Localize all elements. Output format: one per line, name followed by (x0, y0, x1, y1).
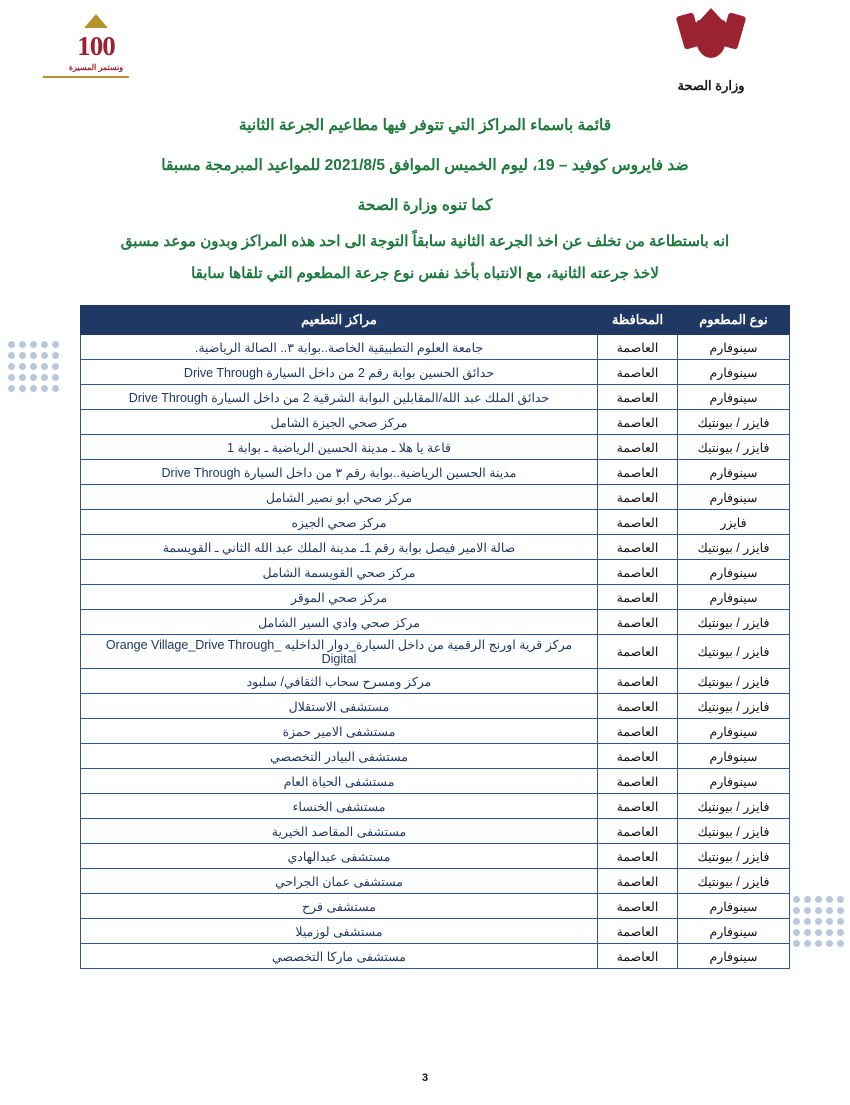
cell-governorate: العاصمة (598, 510, 678, 535)
cell-governorate: العاصمة (598, 410, 678, 435)
cell-center-name: مستشفى فرح (81, 894, 598, 919)
table-row (81, 819, 790, 844)
cell-center-name: مستشفى المقاصد الخيرية (81, 819, 598, 844)
title-note: انه باستطاعة من تخلف عن اخذ الجرعة الثانية سابقاً التوجة الى احد هذه المراكز وبدون موعد مسبق لاخذ جرعته الثانية، مع الانتباه بأخذ نفس نوع جرعة المطعوم التي تلقاها سابقا (120, 233, 730, 282)
cell-governorate: العاصمة (598, 560, 678, 585)
ministry-of-health-logo (636, 8, 786, 94)
cell-center-name: مستشفى عبدالهادي (81, 844, 598, 869)
title-line-3: كما تنوه وزارة الصحة (357, 197, 493, 214)
cell-vaccine-type: فايزر / بيونتيك (678, 610, 790, 635)
table-row (81, 435, 790, 460)
cell-center-name: حدائق الحسين بوابة رقم 2 من داخل السيارة Drive Through (81, 360, 598, 385)
cell-governorate: العاصمة (598, 794, 678, 819)
cell-governorate: العاصمة (598, 360, 678, 385)
table-row (81, 560, 790, 585)
page-number: 3 (421, 1072, 429, 1084)
cell-vaccine-type: سينوفارم (678, 919, 790, 944)
cell-governorate: العاصمة (598, 610, 678, 635)
cell-vaccine-type: فايزر / بيونتيك (678, 435, 790, 460)
table-row (81, 635, 790, 669)
table-row (81, 585, 790, 610)
cell-vaccine-type: سينوفارم (678, 719, 790, 744)
decorative-dots-left (4, 341, 59, 396)
cell-vaccine-type: فايزر / بيونتيك (678, 635, 790, 669)
coat-shield (696, 20, 726, 58)
table-row (81, 610, 790, 635)
cell-vaccine-type: فايزر / بيونتيك (678, 844, 790, 869)
title-block (0, 106, 850, 290)
cell-vaccine-type: سينوفارم (678, 744, 790, 769)
cell-vaccine-type: سينوفارم (678, 894, 790, 919)
table-row (81, 694, 790, 719)
cell-center-name: مركز ومسرح سحاب الثقافي/ سلبود (81, 669, 598, 694)
table-row (81, 869, 790, 894)
cell-vaccine-type: سينوفارم (678, 360, 790, 385)
cell-governorate: العاصمة (598, 744, 678, 769)
cell-governorate: العاصمة (598, 485, 678, 510)
table-row (81, 769, 790, 794)
table-row (81, 335, 790, 360)
jordan-100-logo (46, 14, 146, 76)
cell-vaccine-type: فايزر / بيونتيك (678, 410, 790, 435)
cell-governorate: العاصمة (598, 894, 678, 919)
cell-center-name: مستشفى الخنساء (81, 794, 598, 819)
cell-vaccine-type: فايزر / بيونتيك (678, 694, 790, 719)
cell-vaccine-type: سينوفارم (678, 485, 790, 510)
cell-governorate: العاصمة (598, 844, 678, 869)
cell-governorate: العاصمة (598, 335, 678, 360)
table-row (81, 944, 790, 969)
jordan-100-logo-mark (63, 14, 129, 76)
cell-center-name: مركز صحي الجيزة الشامل (81, 410, 598, 435)
cell-vaccine-type: فايزر (678, 510, 790, 535)
cell-governorate: العاصمة (598, 769, 678, 794)
table-row (81, 410, 790, 435)
table-row (81, 460, 790, 485)
crown-icon (83, 14, 109, 30)
cell-vaccine-type: سينوفارم (678, 769, 790, 794)
table-row (81, 919, 790, 944)
cell-center-name: مركز صحي الموقر (81, 585, 598, 610)
title-line-1: قائمة باسماء المراكز التي تتوفر فيها مطاعيم الجرعة الثانية (238, 117, 612, 134)
cell-center-name: مستشفى البيادر التخصصي (81, 744, 598, 769)
table-row (81, 894, 790, 919)
cell-center-name: مستشفى الامير حمزة (81, 719, 598, 744)
cell-governorate: العاصمة (598, 669, 678, 694)
cell-center-name: مستشفى الاستقلال (81, 694, 598, 719)
cell-governorate: العاصمة (598, 719, 678, 744)
table-row (81, 794, 790, 819)
table-row (81, 485, 790, 510)
coat-crown-icon (700, 8, 722, 20)
column-header-governorate: المحافظة (598, 306, 678, 335)
ministry-label: وزارة الصحة (677, 78, 745, 93)
table-row (81, 669, 790, 694)
jordan-100-number: 100 (77, 31, 115, 61)
table-body (81, 335, 790, 969)
decorative-dots-right (789, 896, 844, 951)
table-row (81, 385, 790, 410)
cell-vaccine-type: سينوفارم (678, 335, 790, 360)
jordan-coat-of-arms-icon (674, 8, 748, 74)
cell-vaccine-type: سينوفارم (678, 585, 790, 610)
cell-governorate: العاصمة (598, 535, 678, 560)
cell-center-name: مستشفى لوزميلا (81, 919, 598, 944)
cell-center-name: جامعة العلوم التطبيقية الخاصة..بوابة ٣.. الصالة الرياضية. (81, 335, 598, 360)
cell-center-name: مدينة الحسين الرياضية..بوابة رقم ٣ من داخل السيارة Drive Through (81, 460, 598, 485)
cell-governorate: العاصمة (598, 460, 678, 485)
cell-center-name: مركز صحي ابو نصير الشامل (81, 485, 598, 510)
cell-vaccine-type: فايزر / بيونتيك (678, 794, 790, 819)
cell-center-name: قاعة يا هلا ـ مدينة الحسين الرياضية ـ بوابة 1 (81, 435, 598, 460)
cell-governorate: العاصمة (598, 944, 678, 969)
cell-governorate: العاصمة (598, 635, 678, 669)
cell-vaccine-type: سينوفارم (678, 460, 790, 485)
cell-vaccine-type: فايزر / بيونتيك (678, 535, 790, 560)
cell-governorate: العاصمة (598, 819, 678, 844)
cell-vaccine-type: سينوفارم (678, 944, 790, 969)
cell-center-name: صالة الامير فيصل بوابة رقم 1ـ مدينة الملك عبد الله الثاني ـ القويسمة (81, 535, 598, 560)
column-header-vaccine-type: نوع المطعوم (678, 306, 790, 335)
cell-governorate: العاصمة (598, 869, 678, 894)
cell-center-name: حدائق الملك عبد الله/المقابلين البوابة الشرقية 2 من داخل السيارة Drive Through (81, 385, 598, 410)
table-header-row (81, 306, 790, 335)
table-row (81, 510, 790, 535)
cell-governorate: العاصمة (598, 919, 678, 944)
cell-governorate: العاصمة (598, 694, 678, 719)
cell-vaccine-type: سينوفارم (678, 560, 790, 585)
cell-center-name: مركز صحي الجيزه (81, 510, 598, 535)
cell-center-name: مركز قرية اورنج الرقمية من داخل السيارة_دوار الداخليه _Orange Village_Drive Through Digital (81, 635, 598, 669)
vaccination-centers-table-wrap (80, 305, 790, 969)
cell-center-name: مركز صحي وادي السير الشامل (81, 610, 598, 635)
cell-governorate: العاصمة (598, 385, 678, 410)
cell-vaccine-type: فايزر / بيونتيك (678, 669, 790, 694)
cell-center-name: مركز صحي القويسمة الشامل (81, 560, 598, 585)
column-header-center: مراكز التطعيم (81, 306, 598, 335)
logo-divider (43, 76, 129, 78)
cell-vaccine-type: فايزر / بيونتيك (678, 869, 790, 894)
cell-center-name: مستشفى الحياة العام (81, 769, 598, 794)
cell-center-name: مستشفى ماركا التخصصي (81, 944, 598, 969)
cell-vaccine-type: سينوفارم (678, 385, 790, 410)
table-row (81, 744, 790, 769)
cell-center-name: مستشفى عمان الجراحي (81, 869, 598, 894)
title-line-2: ضد فايروس كوفيد – 19، ليوم الخميس الموافق 2021/8/5 للمواعيد المبرمجة مسبقا (161, 157, 689, 174)
vaccination-centers-table (80, 305, 790, 969)
table-row (81, 360, 790, 385)
cell-governorate: العاصمة (598, 585, 678, 610)
jordan-100-caption: ونستمر المسيرة (68, 63, 124, 72)
table-row (81, 719, 790, 744)
table-row (81, 844, 790, 869)
cell-governorate: العاصمة (598, 435, 678, 460)
document-header (0, 0, 850, 100)
table-row (81, 535, 790, 560)
cell-vaccine-type: فايزر / بيونتيك (678, 819, 790, 844)
